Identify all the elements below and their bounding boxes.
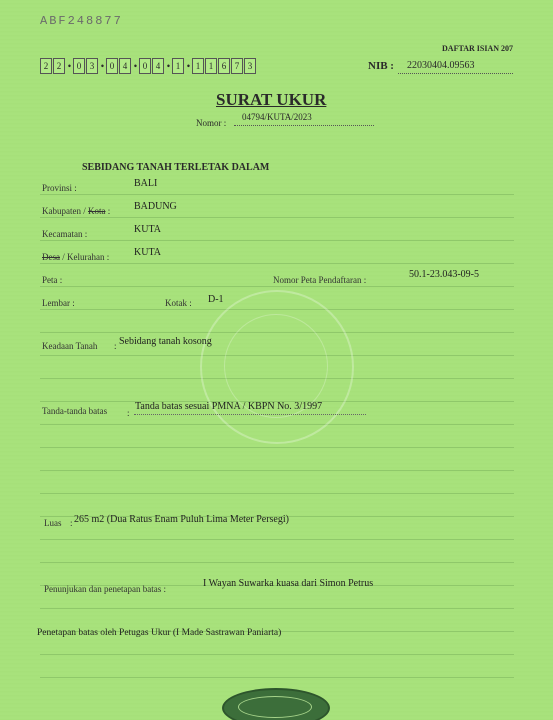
kelurahan-value: KUTA [134, 247, 161, 258]
kabupaten-value: BADUNG [134, 201, 177, 212]
kecamatan-label: Kecamatan : [42, 229, 88, 239]
rule-line [40, 240, 514, 241]
provinsi-label: Provinsi : [42, 183, 77, 193]
nib-underline [398, 73, 513, 74]
nib-label: NIB : [368, 60, 394, 72]
keadaan-colon: : [114, 341, 117, 351]
code-separator: • [100, 61, 105, 71]
code-digit-box: 1 [205, 58, 217, 74]
rule-line [40, 470, 514, 471]
code-digit-box: 0 [106, 58, 118, 74]
nib-value: 22030404.09563 [407, 60, 475, 71]
penunjukan-label: Penunjukan dan penetapan batas : [44, 584, 166, 594]
luas-label: Luas [44, 518, 62, 528]
luas-value: 265 m2 (Dua Ratus Enam Puluh Lima Meter Persegi) [74, 514, 289, 525]
form-name: DAFTAR ISIAN 207 [442, 44, 513, 53]
code-separator: • [186, 61, 191, 71]
penetapan-text: Penetapan batas oleh Petugas Ukur (I Made Sastrawan Paniarta) [37, 628, 282, 638]
rule-line [40, 286, 514, 287]
code-separator: • [133, 61, 138, 71]
rule-line [40, 539, 514, 540]
rule-line [40, 654, 514, 655]
code-separator: • [166, 61, 171, 71]
rule-line [40, 263, 514, 264]
keadaan-value: Sebidang tanah kosong [119, 336, 212, 347]
nomor-underline [234, 125, 374, 126]
tanda-underline [134, 414, 366, 415]
nomor-label: Nomor : [196, 118, 227, 128]
code-digit-box: 2 [53, 58, 65, 74]
code-digit-box: 3 [244, 58, 256, 74]
code-digit-box: 0 [73, 58, 85, 74]
luas-colon: : [70, 518, 73, 528]
code-digit-box: 2 [40, 58, 52, 74]
kabupaten-colon: : [105, 206, 111, 216]
kelurahan-label-text: / Kelurahan : [60, 252, 110, 262]
code-digit-box: 6 [218, 58, 230, 74]
kabupaten-label-text: Kabupaten / [42, 206, 86, 216]
nomor-value: 04794/KUTA/2023 [242, 112, 312, 122]
code-digit-box: 7 [231, 58, 243, 74]
penunjukan-value: I Wayan Suwarka kuasa dari Simon Petrus [203, 578, 374, 589]
watermark-emblem [200, 290, 354, 444]
kelurahan-label [42, 252, 109, 262]
kotak-value: D-1 [208, 294, 224, 305]
tanda-colon: : [127, 408, 130, 418]
tanda-value: Tanda batas sesuai PMNA / KBPN No. 3/1997 [135, 401, 323, 412]
serial-number: ABF248877 [40, 14, 123, 28]
rule-line [40, 608, 514, 609]
desa-struck-label: Desa [42, 252, 60, 262]
code-separator: • [67, 61, 72, 71]
code-digit-box: 4 [152, 58, 164, 74]
code-digit-box: 1 [192, 58, 204, 74]
code-digit-box: 0 [139, 58, 151, 74]
provinsi-value: BALI [134, 178, 158, 189]
peta-label: Peta : [42, 275, 63, 285]
code-boxes [40, 58, 257, 74]
rule-line [40, 217, 514, 218]
kota-struck-label: Kota [87, 206, 106, 216]
kabupaten-label [42, 206, 110, 216]
rule-line [40, 493, 514, 494]
kecamatan-value: KUTA [134, 224, 161, 235]
nomor-peta-label: Nomor Peta Pendaftaran : [273, 275, 367, 285]
nomor-peta-value: 50.1-23.043-09-5 [409, 269, 479, 280]
kotak-label: Kotak : [165, 298, 192, 308]
page-title: SURAT UKUR [216, 90, 327, 109]
keadaan-label: Keadaan Tanah [42, 341, 98, 351]
tanda-label: Tanda-tanda batas [42, 406, 108, 416]
rule-line [40, 562, 514, 563]
code-digit-box: 3 [86, 58, 98, 74]
security-seal [222, 688, 330, 720]
rule-line [40, 194, 514, 195]
rule-line [40, 447, 514, 448]
code-digit-box: 4 [119, 58, 131, 74]
section-heading: SEBIDANG TANAH TERLETAK DALAM [82, 162, 270, 173]
rule-line [40, 677, 514, 678]
code-digit-box: 1 [172, 58, 184, 74]
lembar-label: Lembar : [42, 298, 75, 308]
